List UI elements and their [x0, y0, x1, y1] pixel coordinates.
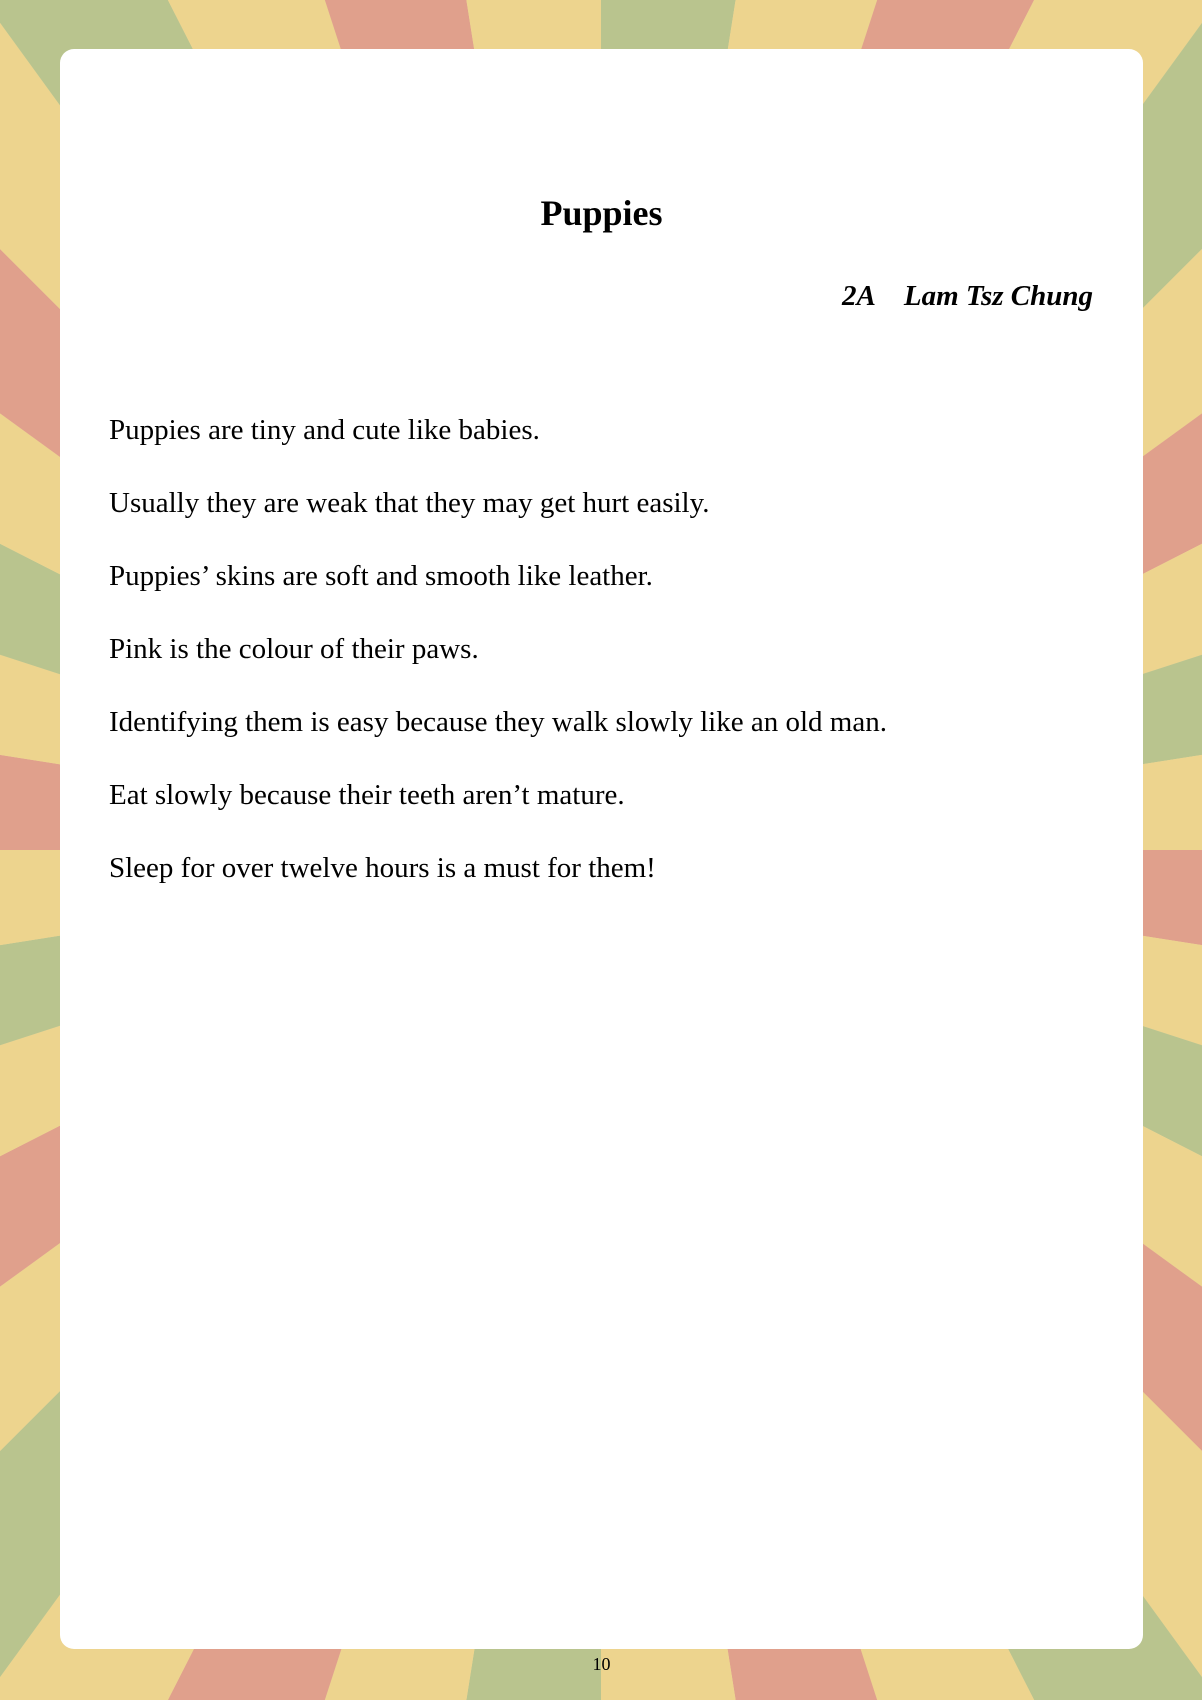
poem-title: Puppies — [540, 193, 663, 233]
author-class: 2A — [842, 280, 876, 312]
poem-line: Usually they are weak that they may get hurt easily. — [109, 487, 710, 519]
poem-line: Eat slowly because their teeth aren’t mature. — [109, 779, 625, 811]
poem-body — [109, 412, 1109, 923]
page-card — [60, 49, 1143, 1674]
page-number: 10 — [592, 1654, 611, 1674]
author-line — [842, 278, 1093, 314]
poem-line: Sleep for over twelve hours is a must for them! — [109, 852, 656, 884]
author-name: Lam Tsz Chung — [903, 280, 1093, 312]
poem-line: Pink is the colour of their paws. — [109, 633, 479, 665]
poem-line: Identifying them is easy because they walk slowly like an old man. — [109, 706, 887, 738]
poem-line: Puppies are tiny and cute like babies. — [109, 414, 540, 446]
poem-line: Puppies’ skins are soft and smooth like leather. — [109, 560, 653, 592]
